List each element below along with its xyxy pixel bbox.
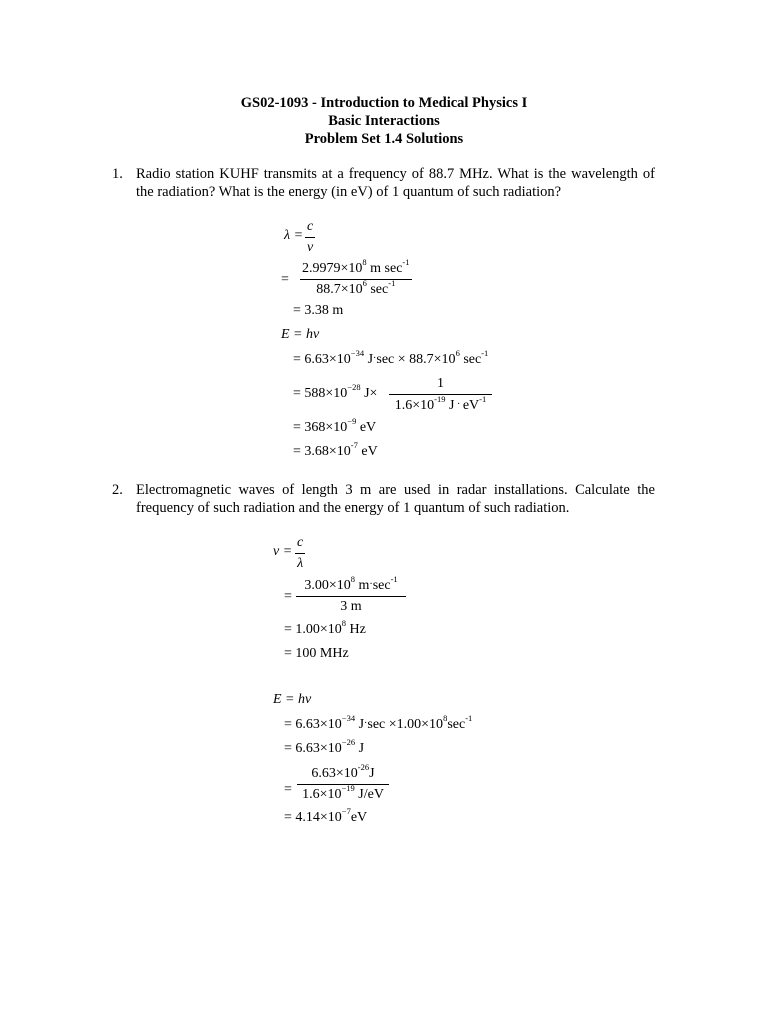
p2-c-over-lambda: c λ	[297, 535, 304, 571]
p1-energy-step-3: = $368\times 10^{-9}$ eV	[293, 416, 377, 435]
problem-2-number: 2.	[112, 482, 123, 498]
p2-energy-step-2: = $6.63\times 10^{-26}$ J	[284, 737, 365, 756]
p2-energy-step-1: = $6.63\times 10^{-34}$ $J\cdot\sec \times 1.00\times 10^8\sec^{-1}$	[284, 713, 473, 732]
p2-frequency-fraction: $3.00\times 10^8$ $m\cdot\sec^{-1}$ 3 m	[296, 577, 406, 615]
p2-energy-result: = $4.14\times 10^{-7}eV$	[284, 806, 368, 825]
p2-nu-label: ν =	[273, 544, 293, 559]
p1-lambda-result: = 3.38 m	[293, 303, 344, 318]
p2-energy-label: E = hν	[273, 692, 312, 707]
p1-energy-label: E = hν	[281, 327, 320, 342]
p2-energy-fraction: $6.63\times 10^{-26}J$ $1.6\times 10^{-19}$ J/eV	[297, 766, 389, 803]
p1-energy-step-2-prefix: = $588\times 10^{-28}$ J×	[293, 382, 378, 401]
problem-set-title: Problem Set 1.4 Solutions	[304, 131, 464, 147]
p1-eq-sign-1: =	[281, 272, 289, 287]
p1-energy-step-2-fraction: 1 $1.6\times 10^{-19}$ $J \cdot eV^{-1}$	[389, 376, 492, 414]
p1-c-over-nu: c ν	[307, 219, 314, 255]
course-title: GS02-1093 - Introduction to Medical Physics I	[240, 95, 528, 111]
p1-wavelength-fraction: $2.9979\times 10^8$ m $\sec^{-1}$ $88.7\times 10^6$ $\sec^{-1}$	[302, 257, 410, 297]
problem-1-number: 1.	[112, 166, 123, 182]
p1-energy-step-4: = $3.68\times 10^{-7}$ eV	[293, 440, 378, 459]
p1-lambda-label: λ =	[284, 228, 304, 243]
p2-frequency-result-1: = $1.00\times 10^8$ Hz	[284, 618, 366, 637]
p2-frequency-result-2: = 100 MHz	[284, 646, 349, 661]
p2-eq-sign-1: =	[284, 589, 292, 604]
topic-title: Basic Interactions	[328, 113, 440, 129]
problem-1-text: Radio station KUHF transmits at a frequency of 88.7 MHz. What is the wavelength of the radiation? What is the energy (in eV) of 1 quantum of such radiation?	[136, 166, 655, 200]
problem-2-text: Electromagnetic waves of length 3 m are used in radar installations. Calculate the frequency of such radiation and the energy of 1 quantum of such radiation.	[136, 482, 655, 516]
p2-eq-sign-2: =	[284, 782, 292, 797]
p1-energy-step-1: = $6.63\times 10^{-34}$ $J\cdot\sec \times 88.7\times 10^6$ $\sec^{-1}$	[293, 348, 489, 367]
